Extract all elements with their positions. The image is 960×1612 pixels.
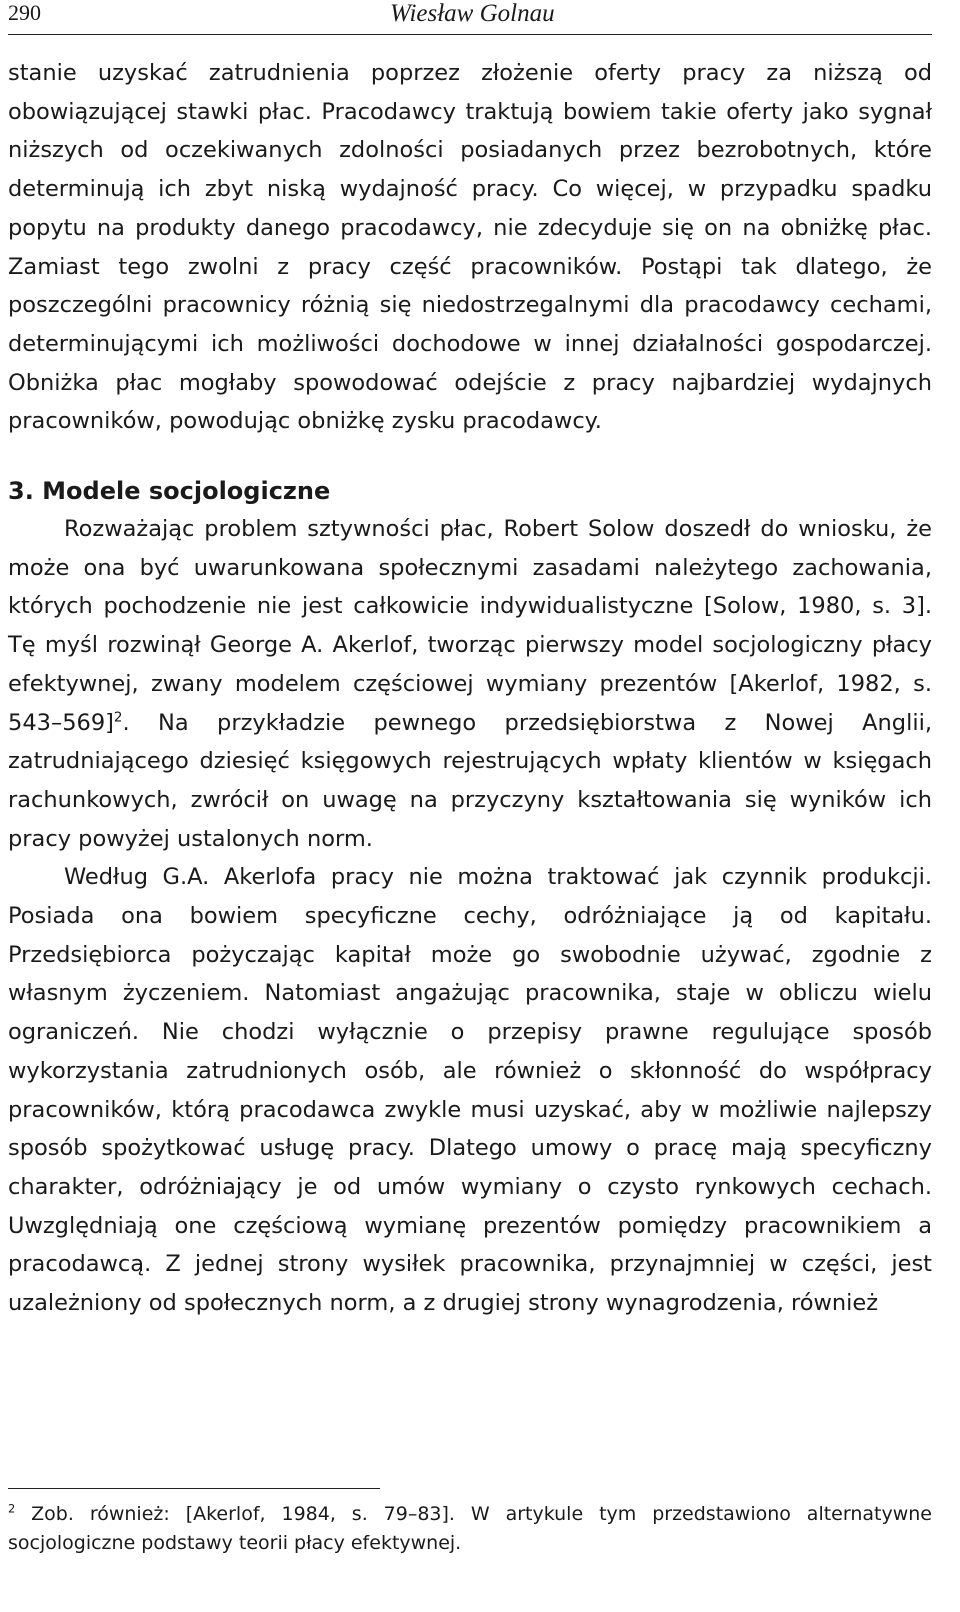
footnote (8, 1500, 932, 1558)
paragraph-solow-text: Rozważając problem sztywności płac, Robert Solow doszedł do wniosku, że może ona być uwarunkowana społecznymi zasadami należytego zachowania, których pochodzenie nie jest całkowicie indywidualistyczne [Solow, 1980, s. 3]. Tę myśl rozwinął George A. Akerlof, tworząc pierwszy model socjologiczny płacy efektywnej, zwany modelem częściowej wymiany prezentów [Akerlof, 1982, s. 543–569] (8, 516, 932, 736)
footnote-marker: 2 (8, 1501, 16, 1516)
footnote-text: Zob. również: [Akerlof, 1984, s. 79–83]. W artykule tym przedstawiono alternatywne socjologiczne podstawy teorii płacy efektywnej. (8, 1503, 932, 1554)
footnote-reference: 2 (113, 709, 123, 726)
paragraph-continuation: stanie uzyskać zatrudnienia poprzez złożenie oferty pracy za niższą od obowiązującej stawki płac. Pracodawcy traktują bowiem takie oferty jako sygnał niższych od oczekiwanych zdolności posiadanych przez bezrobotnych, które determinują ich zbyt niską wydajność pracy. Co więcej, w przypadku spadku popytu na produkty danego pracodawcy, nie zdecyduje się on na obniżkę płac. Zamiast tego zwolni z pracy część pracowników. Postąpi tak dlatego, że poszczególni pracownicy różnią się niedostrzegalnymi dla pracodawcy cechami, determinującymi ich możliwości dochodowe w innej działalności gospodarczej. Obniżka płac mogłaby spowodować odejście z pracy najbardziej wydajnych pracowników, powodując obniżkę zysku pracodawcy. (8, 60, 932, 435)
document-page (8, 0, 932, 1554)
footnote-rule (8, 1488, 380, 1489)
paragraph-solow (8, 510, 932, 858)
paragraph-solow-text-continued: . Na przykładzie pewnego przedsiębiorstwa z Nowej Anglii, zatrudniającego dziesięć księgowych rejestrujących wpłaty klientów w księgach rachunkowych, zwrócił on uwagę na przyczyny kształtowania się wyników ich pracy powyżej ustalonych norm. (8, 709, 932, 852)
running-head: Wiesław Golnau (390, 0, 555, 27)
page-number: 290 (8, 0, 41, 25)
section-heading: 3. Modele socjologiczne (8, 477, 331, 506)
paragraph-akerlof: Według G.A. Akerlofa pracy nie można traktować jak czynnik produkcji. Posiada ona bowiem specyficzne cechy, odróżniające ją od kapitału. Przedsiębiorca pożyczając kapitał może go swobodnie używać, zgodnie z własnym życzeniem. Natomiast angażując pracownika, staje w obliczu wielu ograniczeń. Nie chodzi wyłącznie o przepisy prawne regulujące sposób wykorzystania zatrudnionych osób, ale również o skłonność do współpracy pracowników, którą pracodawca zwykle musi uzyskać, aby w możliwie najlepszy sposób spożytkować usługę pracy. Dlatego umowy o pracę mają specyficzny charakter, odróżniający je od umów wymiany o czysto rynkowych cechach. Uwzględniają one częściową wymianę prezentów pomiędzy pracownikiem a pracodawcą. Z jednej strony wysiłek pracownika, przynajmniej w części, jest uzależniony od społecznych norm, a z drugiej strony wynagrodzenia, również (8, 864, 932, 1317)
page-header (8, 0, 932, 35)
